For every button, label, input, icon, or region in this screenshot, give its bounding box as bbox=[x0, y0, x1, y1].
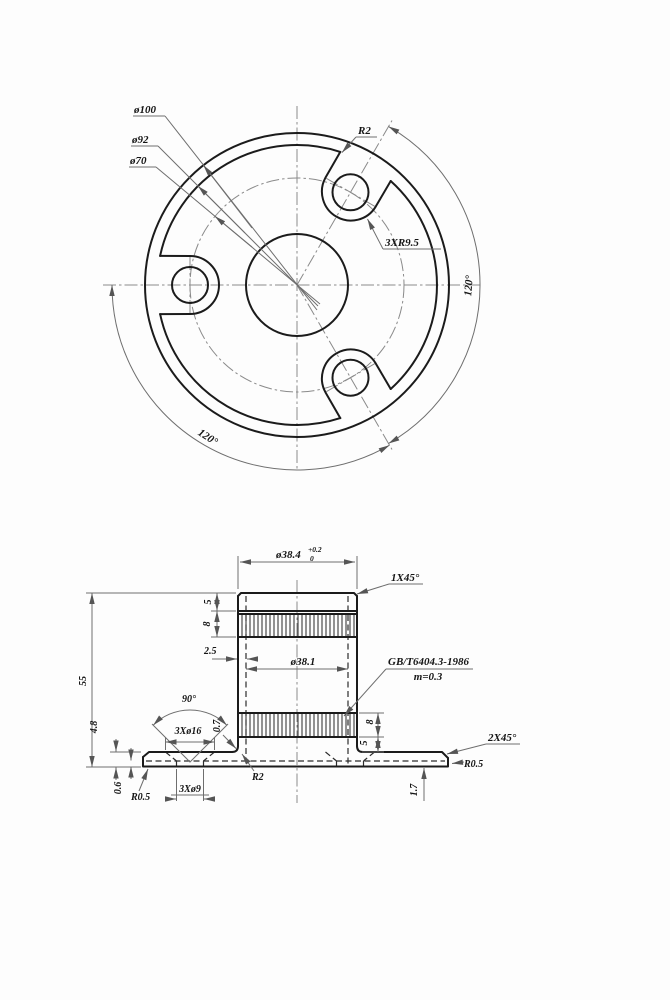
flange-outline bbox=[143, 752, 448, 767]
wall-label: 2.5 bbox=[204, 646, 217, 657]
dia-bolt-circle-label: ø70 bbox=[130, 155, 147, 167]
hole-dia-label: 3Xø9 bbox=[179, 784, 201, 795]
knurl-band-bottom bbox=[239, 713, 356, 737]
step-label: 0.7 bbox=[212, 719, 223, 733]
recess-depth-label: 0.6 bbox=[113, 781, 124, 795]
fillet-right-label: R0.5 bbox=[464, 759, 484, 770]
dia-outer-label: ø100 bbox=[134, 104, 156, 116]
chamfer-top-label: 1X45° bbox=[391, 572, 420, 584]
top-view bbox=[103, 104, 480, 470]
fillet-base-label: R2 bbox=[252, 772, 264, 783]
top-view-centerlines bbox=[103, 106, 480, 470]
fillet-left-label: R0.5 bbox=[131, 792, 151, 803]
knurl-top-height-label: 8 bbox=[202, 621, 213, 627]
knurl-bottom-height-label: 8 bbox=[365, 719, 376, 725]
dia-boss-tol-upper: +0.2 bbox=[308, 545, 322, 554]
rim-fillet-label: R2 bbox=[358, 125, 371, 137]
dia-bore-label: ø38.1 bbox=[290, 656, 316, 668]
knurl-standard-label: GB/T6404.3-1986 bbox=[388, 656, 469, 668]
cap-height-label: 5 bbox=[203, 599, 214, 605]
angle-left-label: 120° bbox=[195, 426, 220, 449]
chamfer-flange-label: 2X45° bbox=[488, 732, 517, 744]
flange-thickness-label: 4.8 bbox=[89, 720, 100, 734]
countersink-angle-label: 90° bbox=[182, 694, 196, 705]
edge-thickness-label: 1.7 bbox=[409, 783, 420, 797]
dia-boss-tol-lower: 0 bbox=[310, 554, 314, 563]
dia-rim-label: ø92 bbox=[132, 134, 149, 146]
slot-radius-label: 3XR9.5 bbox=[385, 237, 419, 249]
dia-boss-label: ø38.4 bbox=[276, 549, 301, 561]
knurl-module-label: m=0.3 bbox=[413, 671, 443, 683]
angle-right-label: 120° bbox=[462, 274, 476, 297]
countersink-dia-label: 3Xø16 bbox=[174, 726, 202, 737]
total-height-label: 55 bbox=[78, 676, 89, 686]
knurl-band-top bbox=[239, 614, 356, 637]
neck-height-label: 5 bbox=[359, 740, 370, 746]
front-view bbox=[78, 545, 520, 803]
